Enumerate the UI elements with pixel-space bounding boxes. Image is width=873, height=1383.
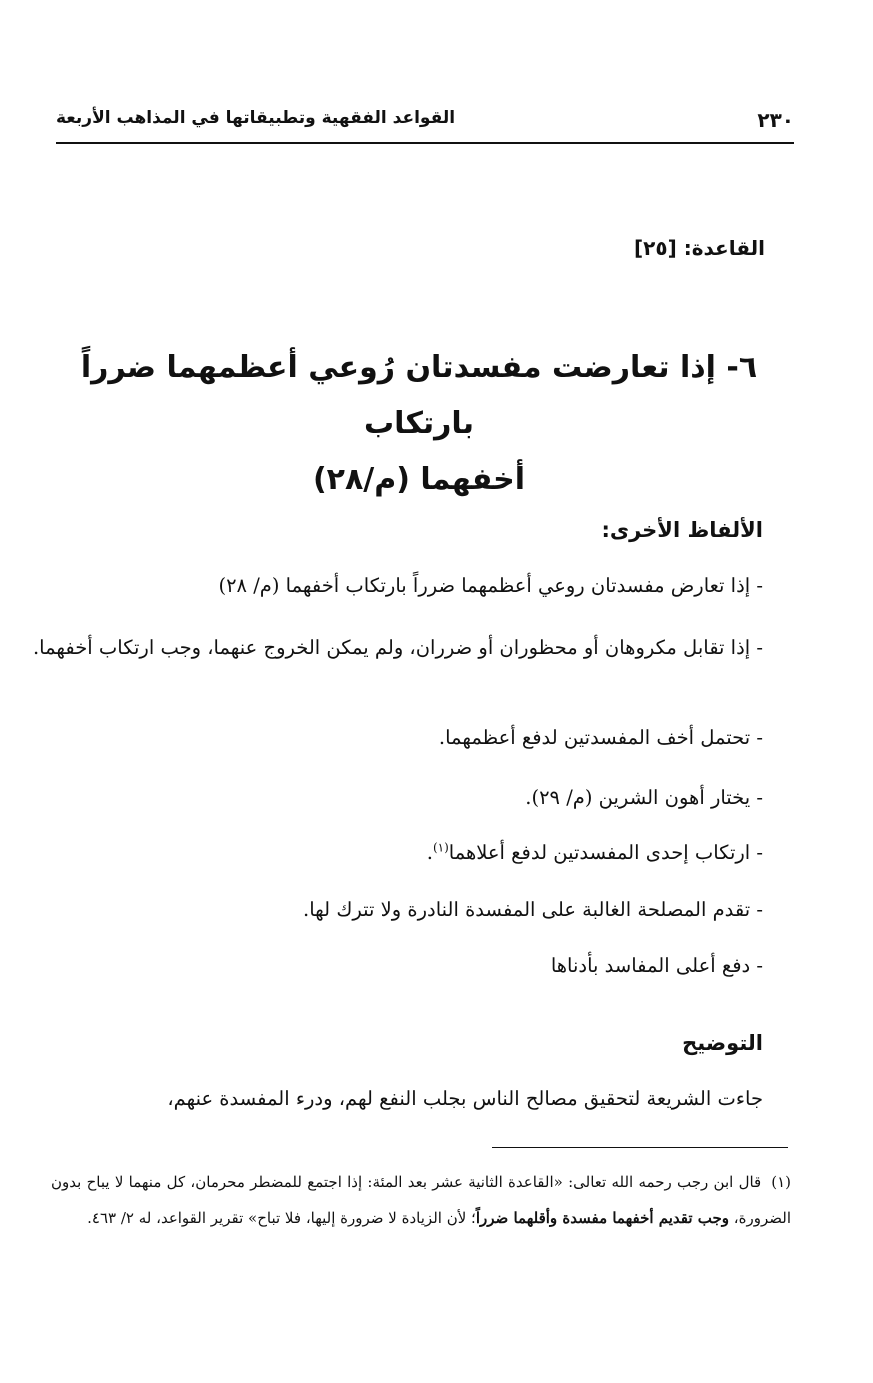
synonym-item: - إذا تعارض مفسدتان روعي أعظمهما ضرراً بارتكاب أخفهما (م/ ٢٨) [218, 574, 763, 597]
footnote-reference[interactable]: (١) [432, 840, 449, 855]
synonyms-heading: الألفاظ الأخرى: [601, 518, 763, 542]
synonym-item-tail: . [426, 841, 433, 864]
footnote-text: قال ابن رجب رحمه الله تعالى: «القاعدة الثانية عشر بعد المئة: إذا اجتمع للمضطر محرمان، كل منهما لا يباح بدون الضرورة، [51, 1173, 791, 1227]
synonym-item-with-note [427, 841, 763, 864]
running-header [56, 104, 794, 144]
synonym-item: - يختار أهون الشرين (م/ ٢٩). [525, 786, 763, 809]
book-title: القواعد الفقهية وتطبيقاتها في المذاهب الأربعة [56, 108, 456, 128]
footnote [51, 1164, 791, 1236]
synonym-item: - تقدم المصلحة الغالبة على المفسدة النادرة ولا تترك لها. [303, 898, 763, 921]
footnote-emphasis: وجب تقديم أخفهما مفسدة وأقلهما ضرراً [475, 1209, 730, 1227]
page-number: ٢٣٠ [757, 108, 794, 132]
synonym-item: - دفع أعلى المفاسد بأدناها [550, 954, 763, 977]
rule-title-line-2: أخفهما (م/٢٨) [312, 462, 526, 497]
rule-number-label: القاعدة: [٢٥] [634, 236, 765, 260]
footnote-divider [492, 1147, 788, 1148]
synonym-item-text: - ارتكاب إحدى المفسدتين لدفع أعلاهما [448, 841, 763, 864]
rule-title [69, 340, 769, 508]
footnote-text-end: ؛ لأن الزيادة لا ضرورة إليها، فلا تباح» تقرير القواعد، له ٢/ ٤٦٣. [87, 1209, 476, 1227]
explanation-text: جاءت الشريعة لتحقيق مصالح الناس بجلب النفع لهم، ودرء المفسدة عنهم، [167, 1087, 763, 1110]
synonym-item: - تحتمل أخف المفسدتين لدفع أعظمهما. [438, 726, 763, 749]
explanation-heading: التوضيح [682, 1031, 763, 1055]
header-divider [56, 142, 794, 144]
footnote-marker: (١) [771, 1173, 791, 1191]
synonym-item: - إذا تقابل مكروهان أو محظوران أو ضرران، ولم يمكن الخروج عنهما، وجب ارتكاب أخفهما. [32, 636, 763, 659]
rule-title-line-1: ٦- إذا تعارضت مفسدتان رُوعي أعظمهما ضرراً بارتكاب [80, 350, 758, 441]
